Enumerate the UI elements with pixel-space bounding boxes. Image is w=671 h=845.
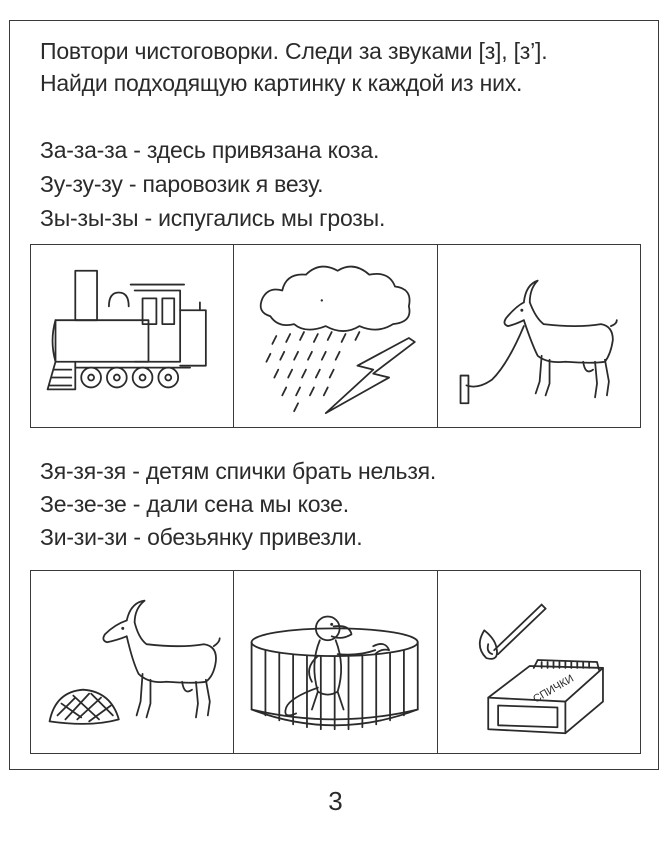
worksheet-frame [9, 20, 659, 770]
goat-with-hay-icon [31, 571, 233, 753]
matchbox-label: СПИЧКИ [530, 672, 576, 706]
picture-cell-goat-hay[interactable] [31, 571, 234, 753]
tongue-twister-6: Зи-зи-зи - обезьянку привезли. [40, 524, 363, 550]
page-number: 3 [328, 786, 343, 816]
tongue-twister-4: Зя-зя-зя - детям спички брать нельзя. [40, 458, 437, 484]
tethered-goat-icon [438, 245, 640, 427]
picture-cell-storm[interactable] [234, 245, 437, 427]
picture-cell-matches[interactable] [438, 571, 640, 753]
picture-cell-tethered-goat[interactable] [438, 245, 640, 427]
picture-strip-2 [30, 570, 641, 754]
picture-cell-monkey-cage[interactable] [234, 571, 437, 753]
tongue-twister-1: За-за-за - здесь привязана коза. [40, 137, 380, 163]
tongue-twister-3: Зы-зы-зы - испугались мы грозы. [40, 205, 386, 231]
instruction-line-1: Повтори чистоговорки. Следи за звуками [з], [з’]. [40, 38, 548, 64]
tongue-twister-5: Зе-зе-зе - дали сена мы козе. [40, 491, 349, 517]
matchbox-icon [438, 571, 640, 753]
train-icon [31, 245, 233, 427]
picture-cell-train[interactable] [31, 245, 234, 427]
tongue-twister-2: Зу-зу-зу - паровозик я везу. [40, 171, 324, 197]
picture-strip-1 [30, 244, 641, 428]
instruction-line-2: Найди подходящую картинку к каждой из них. [40, 70, 523, 96]
monkey-in-cage-icon [234, 571, 436, 753]
storm-cloud-icon [234, 245, 436, 427]
